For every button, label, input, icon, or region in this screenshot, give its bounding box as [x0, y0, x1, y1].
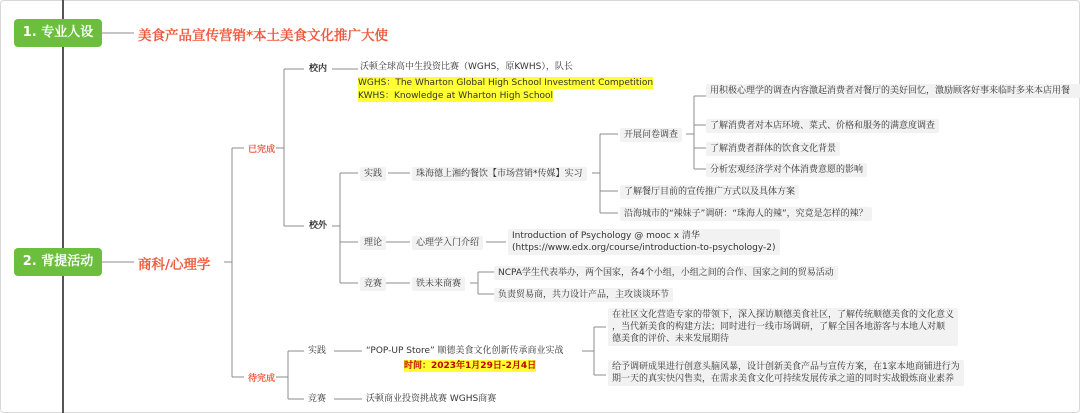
survey-item: 分析宏观经济学对个体消费意愿的影响	[706, 163, 867, 177]
practice-other-item: 沿海城市的“辣妹子”调研：“珠海人的辣”，究竟是怎样的辣？	[620, 207, 872, 221]
campus-item: 沃顿全球高中生投资比赛（WGHS，原KWHS），队长	[360, 62, 573, 72]
pending-practice-label: 实践	[308, 346, 327, 356]
course-info	[508, 229, 780, 255]
persona-title: 美食产品宣传营销*本土美食文化推广大使	[138, 28, 389, 44]
competition-detail: NCPA学生代表举办，两个国家，各4个小组，小组之间的合作、国家之间的贸易活动	[494, 266, 838, 280]
competition-label: 竞赛	[360, 277, 386, 291]
detail1-line2: ，当代新美食的构建方法；同时进行一线市场调研，了解全国各地游客与本地人对顺	[612, 322, 946, 332]
section2-label: 2. 背提活动	[14, 248, 102, 276]
practice-label: 实践	[360, 167, 386, 181]
theory-label: 理论	[360, 236, 386, 250]
practice-item: 珠海德上湘约餐饮【市场营销*传媒】实习	[412, 167, 587, 181]
detail2-line2: 期一天的真实快闪售卖，在需求美食文化可持续发展传承之道的同时实战锻炼商业素养	[612, 374, 955, 384]
kwhs-note: KWHS：Knowledge at Wharton High School	[358, 91, 554, 101]
pending-practice-item: “POP-UP Store” 顺德美食文化创新传承商业实战	[366, 346, 564, 356]
survey-item: 了解消费者群体的饮食文化背景	[706, 142, 840, 156]
theory-item: 心理学入门介绍	[412, 236, 483, 250]
detail1-line3: 德美食的评价、未来发展期待	[612, 334, 730, 344]
detail1-line1: 在社区文化营造专家的带领下，深入探访顺德美食社区，了解传统顺德美食的文化意义	[612, 310, 955, 320]
pending-practice-detail2	[608, 360, 964, 386]
done-label: 已完成	[248, 145, 276, 155]
course-line2: (https://www.edx.org/course/introduction-to-psychology-2)	[512, 243, 776, 253]
survey-item: 用积极心理学的调查内容激起消费者对餐厅的美好回忆，激励顾客好事来临时多来本店用餐	[706, 84, 1080, 98]
pending-practice-detail1	[608, 308, 958, 346]
wghs-note: WGHS：The Wharton Global High School Investment Competition	[358, 78, 654, 88]
survey-label: 开展问卷调查	[620, 128, 682, 142]
competition-item: 铁未来商赛	[412, 277, 465, 291]
offcampus-label: 校外	[309, 221, 328, 231]
campus-label: 校内	[309, 64, 328, 74]
course-line1: Introduction of Psychology @ mooc x 清华	[512, 231, 700, 241]
pending-competition-label: 竞赛	[308, 394, 327, 404]
field-title: 商科/心理学	[138, 257, 211, 273]
practice-other-item: 了解餐厅目前的宣传推广方式以及具体方案	[620, 185, 799, 199]
section1-label: 1. 专业人设	[14, 19, 102, 47]
pending-practice-time: 时间：2023年1月29日-2月4日	[404, 361, 537, 371]
pending-competition-item: 沃顿商业投资挑战赛 WGHS商赛	[366, 394, 497, 404]
detail2-line1: 给予调研成果进行创意头脑风暴，设计创新美食产品与宣传方案，在1家本地商铺进行为	[612, 362, 960, 372]
survey-item: 了解消费者对本店环境、菜式、价格和服务的满意度调查	[706, 119, 939, 133]
pending-label: 待完成	[248, 374, 276, 384]
left-spine	[62, 0, 64, 413]
competition-detail: 负责贸易商，共力设计产品，主攻谈谈环节	[494, 288, 673, 302]
